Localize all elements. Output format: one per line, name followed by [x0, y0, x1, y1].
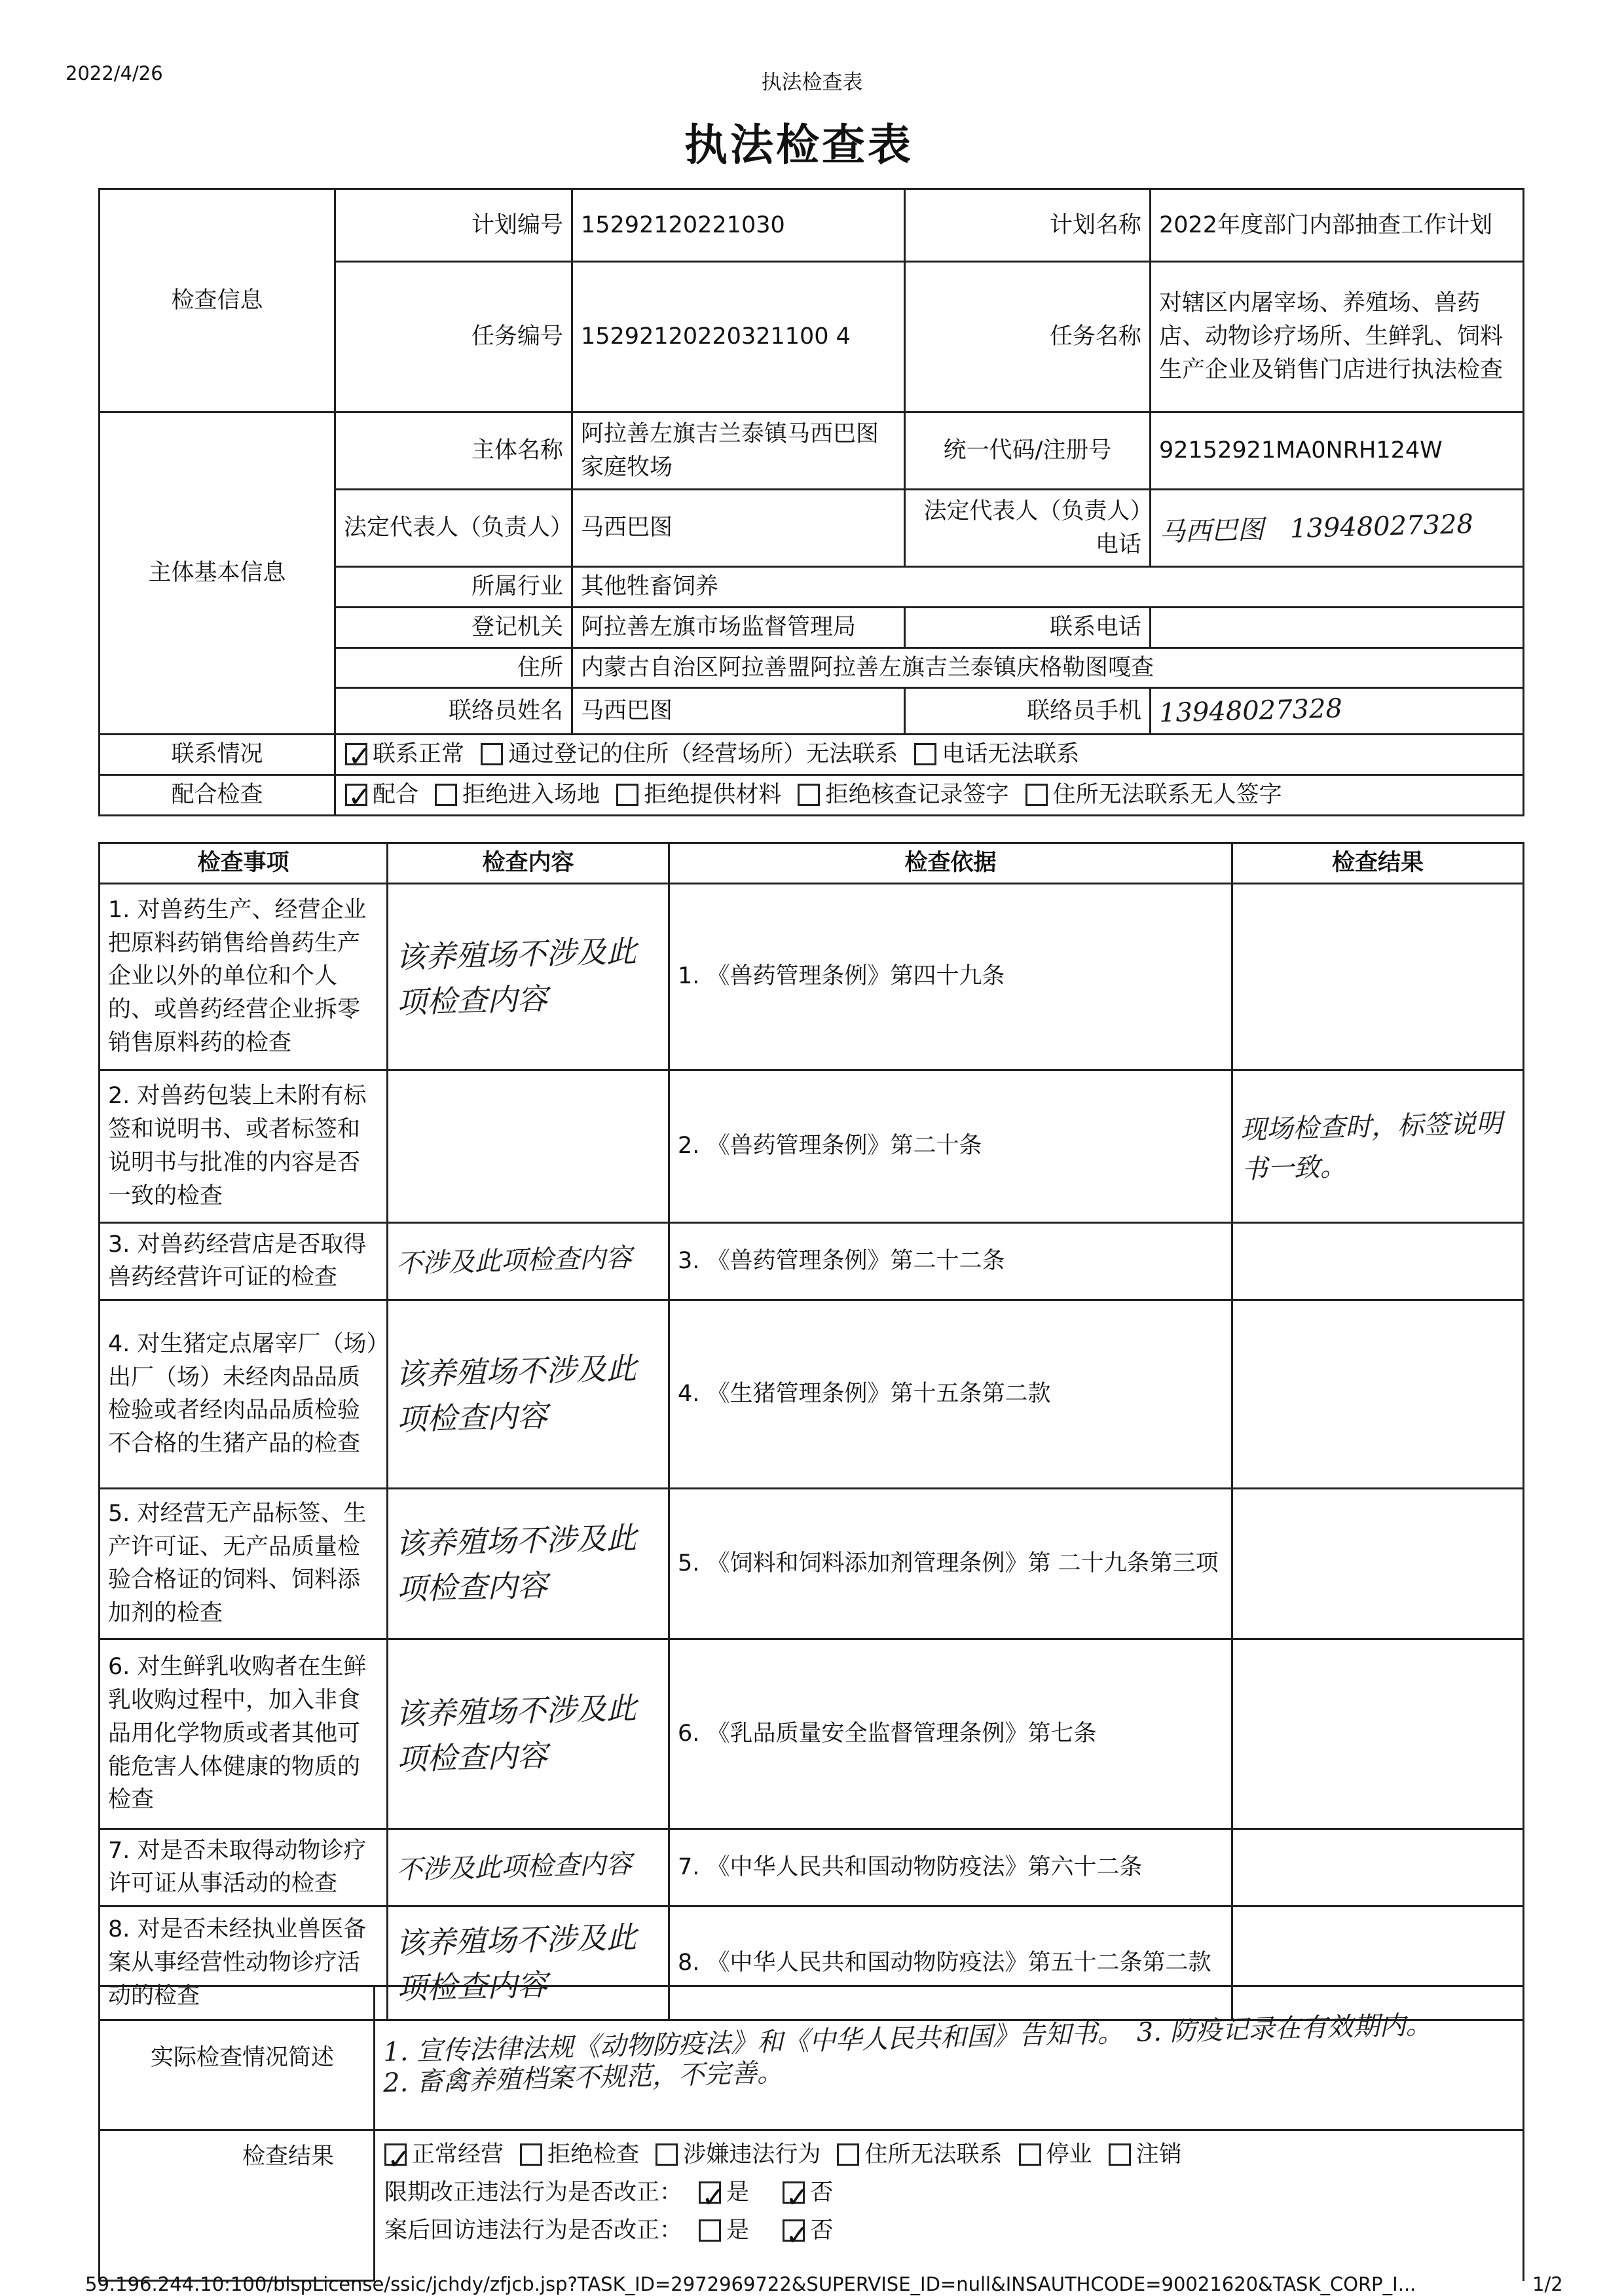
suspected-violation-text: 涉嫌违法行为: [683, 2141, 821, 2168]
suspected-violation-checkbox[interactable]: [655, 2143, 678, 2166]
item-content-handwriting: 该养殖场不涉及此项检查内容: [395, 933, 637, 1021]
table-row: [100, 1829, 1524, 1906]
item-result: [1232, 883, 1524, 1070]
table-row: [100, 1639, 1524, 1829]
item-result: [1232, 1300, 1524, 1488]
normal-operation-checkbox[interactable]: [384, 2143, 407, 2166]
rectify-yes-checkbox[interactable]: [699, 2181, 721, 2204]
refuse-entry-text: 拒绝进入场地: [462, 782, 600, 808]
contact-phone-label: 联系电话: [905, 607, 1151, 647]
footer-url[interactable]: 59.196.244.10:100/blspLicense/ssic/jchdy/zfjcb.jsp?TASK_ID=2972969722&SUPERVISE_ID=null&INSAUTHCODE=90021620&TASK_CORP_I...: [85, 2273, 1416, 2295]
rectify-question: 限期改正违法行为是否改正：: [384, 2179, 683, 2206]
plan-no-value: 15292120221030: [572, 189, 905, 262]
suspended-checkbox[interactable]: [1019, 2143, 1041, 2166]
rectify-no-checkbox[interactable]: [783, 2181, 805, 2204]
address-value: 内蒙古自治区阿拉善盟阿拉善左旗吉兰泰镇庆格勒图嘎查: [572, 647, 1524, 688]
subject-info-label: 主体基本信息: [100, 412, 335, 735]
contact-phone-value: [1151, 607, 1524, 647]
rectify-yes-text: 是: [726, 2179, 750, 2206]
phone-unreachable-text: 电话无法联系: [942, 741, 1080, 768]
item-text: 5. 对经营无产品标签、生产许可证、无产品质量检验合格证的饲料、饲料添加剂的检查: [100, 1488, 388, 1639]
browser-page-title: 执法检查表: [761, 71, 863, 94]
legal-rep-phone-label: 法定代表人（负责人）电话: [905, 490, 1151, 567]
col-header-result: 检查结果: [1232, 843, 1524, 884]
legal-rep-value: 马西巴图: [572, 490, 905, 567]
refuse-sign-text: 拒绝核查记录签字: [825, 782, 1009, 808]
suspended-text: 停业: [1046, 2141, 1092, 2168]
legal-rep-label: 法定代表人（负责人）: [335, 490, 572, 567]
address-no-contact-text: 住所无法联系: [864, 2141, 1003, 2168]
cooperate-text: 配合: [373, 782, 419, 808]
task-name-value: 对辖区内屠宰场、养殖场、兽药店、动物诊疗场所、生鲜乳、饲料生产企业及销售门店进行执法检查: [1151, 262, 1524, 412]
item-text: 1. 对兽药生产、经营企业把原料药销售给兽药生产企业以外的单位和个人的、或兽药经营企业拆零销售原料药的检查: [100, 883, 388, 1070]
col-header-basis: 检查依据: [669, 843, 1232, 884]
refuse-check-text: 拒绝检查: [547, 2141, 640, 2168]
unified-code-value: 92152921MA0NRH124W: [1151, 412, 1524, 490]
refuse-materials-checkbox[interactable]: [616, 784, 638, 806]
item-basis: 2. 《兽药管理条例》第二十条: [669, 1070, 1232, 1222]
subject-name-value: 阿拉善左旗吉兰泰镇马西巴图家庭牧场: [572, 412, 905, 490]
address-unreachable-text: 通过登记的住所（经营场所）无法联系: [508, 741, 898, 768]
revisit-no-text: 否: [810, 2217, 834, 2244]
item-basis: 5. 《饲料和饲料添加剂管理条例》第 二十九条第三项: [669, 1488, 1232, 1639]
item-text: 8. 对是否未经执业兽医备案从事经营性动物诊疗活动的检查: [100, 1906, 388, 2020]
item-content-handwriting: 该养殖场不涉及此项检查内容: [395, 1350, 637, 1438]
actual-situation-line-1: 1. 宣传法律法规《动物防疫法》和《中华人民共和国》告知书。 3. 防疫记录在有效期内。: [382, 2009, 1433, 2068]
item-text: 4. 对生猪定点屠宰厂（场）出厂（场）未经肉品品质检验或者经肉品品质检验不合格的生猪产品的检查: [100, 1300, 388, 1488]
contact-normal-checkbox[interactable]: [345, 743, 367, 765]
item-result: [1232, 1639, 1524, 1829]
refuse-materials-text: 拒绝提供材料: [644, 782, 782, 808]
plan-name-label: 计划名称: [905, 189, 1151, 262]
refuse-entry-checkbox[interactable]: [435, 784, 457, 806]
nobody-sign-text: 住所无法联系无人签字: [1052, 782, 1282, 808]
address-no-contact-checkbox[interactable]: [837, 2143, 859, 2166]
cooperate-checkbox[interactable]: [345, 784, 367, 806]
contact-status-options: [335, 735, 1524, 775]
page-number: 1/2: [1532, 2273, 1563, 2295]
item-basis: 4. 《生猪管理条例》第十五条第二款: [669, 1300, 1232, 1488]
item-result: [1232, 1222, 1524, 1300]
table-row: [100, 1070, 1524, 1222]
task-name-label: 任务名称: [905, 262, 1151, 412]
item-basis: 1. 《兽药管理条例》第四十九条: [669, 883, 1232, 1070]
item-content-handwriting: 不涉及此项检查内容: [396, 1243, 633, 1279]
reg-authority-value: 阿拉善左旗市场监督管理局: [572, 607, 905, 647]
nobody-sign-checkbox[interactable]: [1025, 784, 1048, 806]
item-text: 3. 对兽药经营店是否取得兽药经营许可证的检查: [100, 1222, 388, 1300]
phone-unreachable-checkbox[interactable]: [914, 743, 936, 765]
legal-rep-phone-handwriting: 马西巴图 13948027328: [1158, 509, 1474, 547]
table-row: [100, 1222, 1524, 1300]
normal-operation-text: 正常经营: [412, 2141, 504, 2168]
refuse-sign-checkbox[interactable]: [798, 784, 820, 806]
industry-label: 所属行业: [335, 567, 572, 608]
summary-table: [98, 1985, 1524, 2282]
actual-situation-line-2: 2. 畜禽养殖档案不规范，不完善。: [382, 2057, 784, 2098]
print-date: 2022/4/26: [65, 62, 163, 84]
table-row: [100, 883, 1524, 1070]
cancelled-checkbox[interactable]: [1109, 2143, 1131, 2166]
item-basis: 3. 《兽药管理条例》第二十二条: [669, 1222, 1232, 1300]
task-no-value: 15292120220321100 4: [572, 262, 905, 412]
plan-name-value: 2022年度部门内部抽查工作计划: [1151, 189, 1524, 262]
item-basis: 8. 《中华人民共和国动物防疫法》第五十二条第二款: [669, 1906, 1232, 2020]
item-content-handwriting: 该养殖场不涉及此项检查内容: [395, 1520, 637, 1607]
cancelled-text: 注销: [1135, 2141, 1182, 2168]
liaison-mobile-handwriting: 13948027328: [1158, 693, 1343, 729]
cooperation-label: 配合检查: [100, 775, 335, 816]
revisit-yes-checkbox[interactable]: [699, 2219, 721, 2242]
rectify-no-text: 否: [810, 2179, 834, 2206]
item-content-handwriting: 该养殖场不涉及此项检查内容: [395, 1690, 637, 1777]
liaison-name-value: 马西巴图: [572, 688, 905, 735]
contact-normal-text: 联系正常: [373, 741, 465, 768]
item-result-handwriting: 现场检查时，标签说明书一致。: [1240, 1108, 1503, 1185]
subject-name-label: 主体名称: [335, 412, 572, 490]
unified-code-label: 统一代码/注册号: [905, 412, 1151, 490]
revisit-question: 案后回访违法行为是否改正：: [384, 2217, 683, 2244]
liaison-mobile-label: 联络员手机: [905, 688, 1151, 735]
address-unreachable-checkbox[interactable]: [481, 743, 503, 765]
task-no-label: 任务编号: [335, 262, 572, 412]
item-result: [1232, 1488, 1524, 1639]
inspection-info-label: 检查信息: [100, 189, 335, 412]
reg-authority-label: 登记机关: [335, 607, 572, 647]
item-text: 7. 对是否未取得动物诊疗许可证从事活动的检查: [100, 1829, 388, 1906]
table-row: [100, 1488, 1524, 1639]
item-basis: 6. 《乳品质量安全监督管理条例》第七条: [669, 1639, 1232, 1829]
plan-no-label: 计划编号: [335, 189, 572, 262]
address-label: 住所: [335, 647, 572, 688]
industry-value: 其他牲畜饲养: [572, 567, 1524, 608]
refuse-check-checkbox[interactable]: [520, 2143, 542, 2166]
item-content-handwriting: 不涉及此项检查内容: [396, 1849, 633, 1886]
cooperation-options: [335, 775, 1524, 816]
liaison-name-label: 联络员姓名: [335, 688, 572, 735]
item-content-handwriting: 该养殖场不涉及此项检查内容: [395, 1919, 637, 2007]
inspection-form: [98, 188, 1524, 816]
col-header-content: 检查内容: [388, 843, 669, 884]
item-text: 2. 对兽药包装上未附有标签和说明书、或者标签和说明书与批准的内容是否一致的检查: [100, 1070, 388, 1222]
document-title: 执法检查表: [684, 120, 913, 170]
item-basis: 7. 《中华人民共和国动物防疫法》第六十二条: [669, 1829, 1232, 1906]
revisit-no-checkbox[interactable]: [783, 2219, 805, 2242]
col-header-item: 检查事项: [100, 843, 388, 884]
table-row: [100, 1300, 1524, 1488]
item-text: 6. 对生鲜乳收购者在生鲜乳收购过程中，加入非食品用化学物质或者其他可能危害人体健康的物质的检查: [100, 1639, 388, 1829]
item-result: [1232, 1829, 1524, 1906]
check-result-label: 检查结果: [100, 2130, 375, 2281]
contact-status-label: 联系情况: [100, 735, 335, 775]
actual-situation-label: 实际检查情况简述: [100, 1986, 375, 2130]
revisit-yes-text: 是: [726, 2217, 750, 2244]
check-items-table: [98, 842, 1524, 2021]
